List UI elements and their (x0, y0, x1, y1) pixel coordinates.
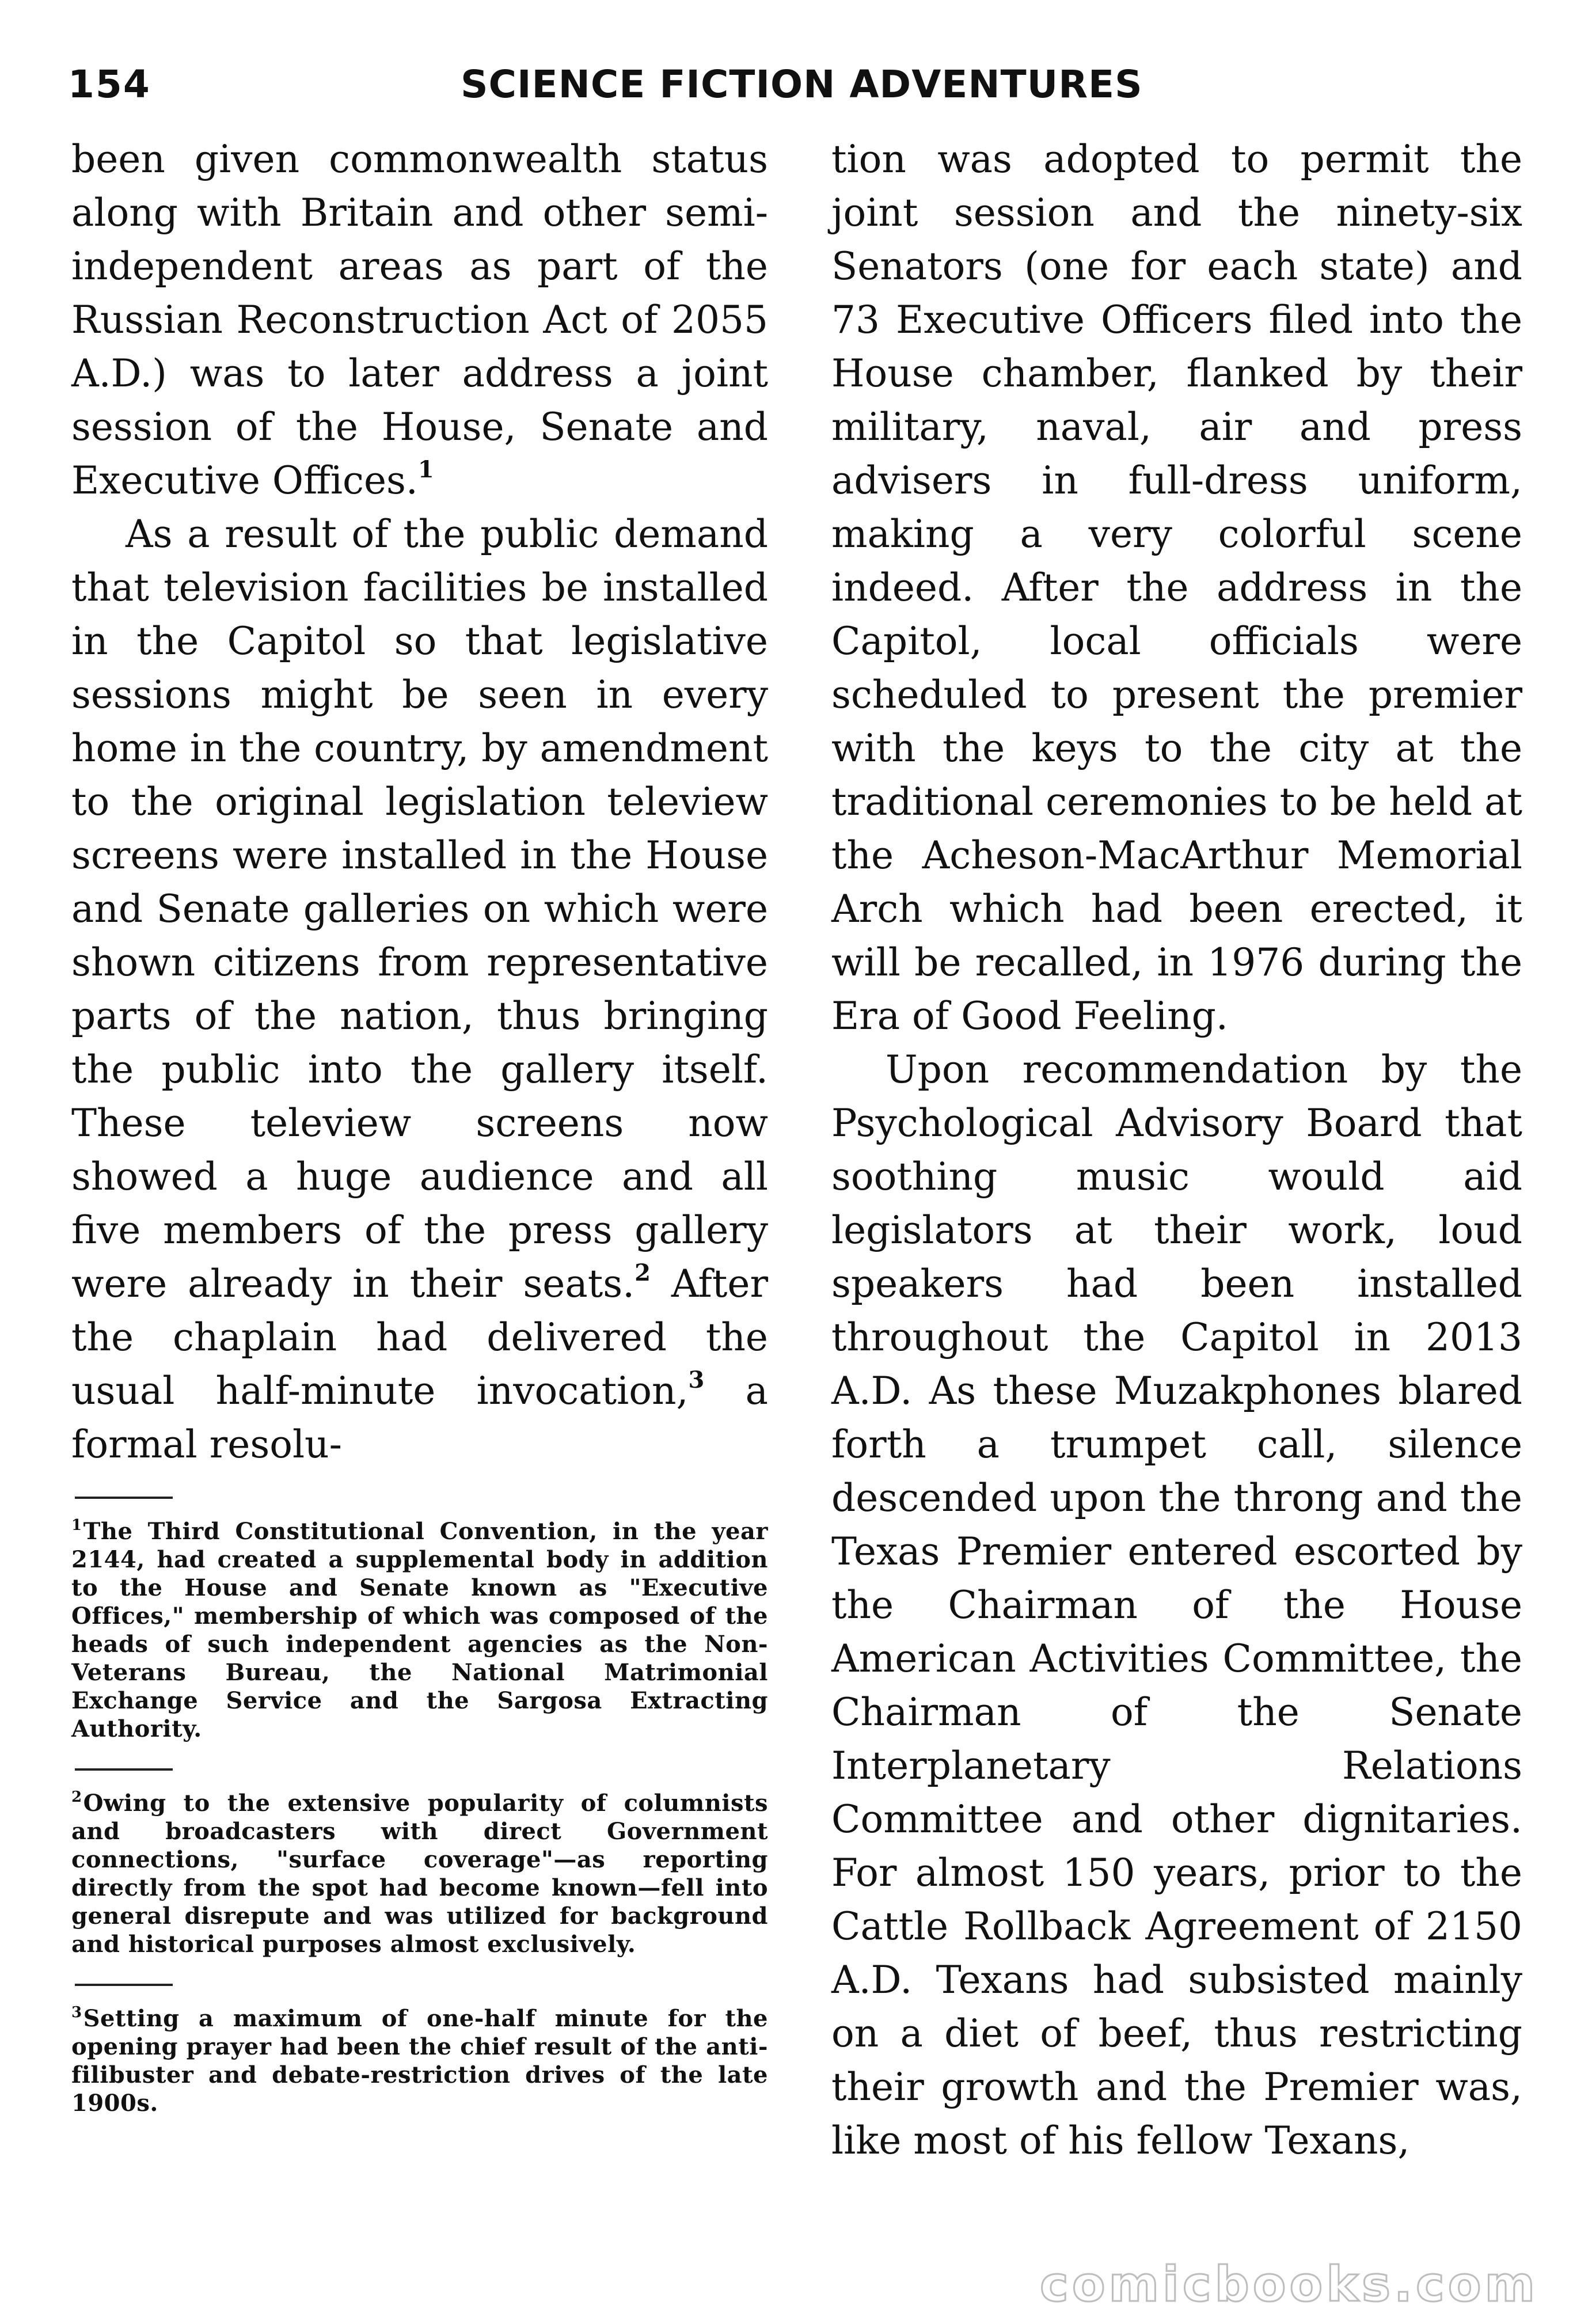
footnote-2-marker: 2 (71, 1788, 82, 1806)
footnote-ref-3: 3 (688, 1366, 705, 1393)
footnote-divider (75, 1768, 173, 1771)
footnote-divider (75, 1497, 173, 1499)
footnote-3 (71, 1999, 768, 2117)
watermark: comicbooks.com (1040, 2256, 1538, 2312)
footnote-2 (71, 1783, 768, 1958)
left-column (71, 132, 768, 2143)
left-paragraph-1-text: been given commonwealth status along with Britain and other semi-independent areas as part of the Russian Reconstruction Act of 2055 A.D.) was to later address a joint session of the House, Senate and Executive Offices. (71, 137, 768, 503)
running-head: SCIENCE FICTION ADVENTURES (461, 62, 1143, 107)
footnote-1 (71, 1512, 768, 1743)
footnote-2-text: Owing to the extensive popularity of columnists and broadcasters with direct Government connections, "surface coverage"—as reporting directly from the spot had become known—fell into general disrepute and was utilized for background and historical purposes almost exclusively. (71, 1790, 768, 1958)
right-column (831, 132, 1522, 2167)
left-paragraph-1 (71, 132, 768, 507)
left-paragraph-2-text-c: a formal resolu- (71, 1369, 769, 1467)
left-paragraph-2-text-b: After the chaplain had delivered the usual half-minute invocation, (71, 1262, 768, 1413)
page-header (0, 0, 1573, 132)
footnote-divider (75, 1984, 173, 1986)
page-number: 154 (68, 62, 151, 107)
footnotes (71, 1497, 768, 2117)
footnote-1-text: The Third Constitutional Convention, in the year 2144, had created a supplemental body in addition to the House and Senate known as "Executive Offices," membership of which was composed of the heads of such independent agencies as the Non-Veterans Bureau, the National Matrimonial Exchange Service and the Sargosa Extracting Authority. (71, 1518, 768, 1742)
right-paragraph-2: Upon recommendation by the Psychological Advisory Board that soothing music would aid legislators at their work, loud speakers had been installed throughout the Capitol in 2013 A.D. As these Muzakphones blared forth a trumpet call, silence descended upon the throng and the Texas Premier entered escorted by the Chairman of the House American Activities Committee, the Chairman of the Senate Interplanetary Relations Committee and other dignitaries. For almost 150 years, prior to the Cattle Rollback Agreement of 2150 A.D. Texans had subsisted mainly on a diet of beef, thus restricting their growth and the Premier was, like most of his fellow Texans, (831, 1047, 1522, 2163)
right-paragraph-1: tion was adopted to permit the joint session and the ninety-six Senators (one for each state) and 73 Executive Officers filed into the House chamber, flanked by their military, naval, air and press advisers in full-dress uniform, making a very colorful scene indeed. After the address in the Capitol, local officials were scheduled to present the premier with the keys to the city at the traditional ceremonies to be held at the Acheson-MacArthur Memorial Arch which had been erected, it will be recalled, in 1976 during the Era of Good Feeling. (831, 137, 1522, 1038)
footnote-ref-2: 2 (634, 1259, 651, 1286)
footnote-3-marker: 3 (71, 2004, 82, 2021)
left-paragraph-2 (71, 507, 768, 1471)
footnote-1-marker: 1 (71, 1517, 82, 1534)
footnote-ref-1: 1 (417, 456, 434, 483)
left-paragraph-2-text-a: As a result of the public demand that television facilities be installed in the Capitol so that legislative sessions might be seen in every home in the country, by amendment to the original legislation teleview screens were installed in the House and Senate galleries on which were shown citizens from representative parts of the nation, thus bringing the public into the gallery itself. These teleview screens now showed a huge audience and all five members of the press gallery were already in their seats. (71, 512, 768, 1306)
footnote-3-text: Setting a maximum of one-half minute for the opening prayer had been the chief result of the anti-filibuster and debate-restriction drives of the late 1900s. (71, 2005, 768, 2117)
